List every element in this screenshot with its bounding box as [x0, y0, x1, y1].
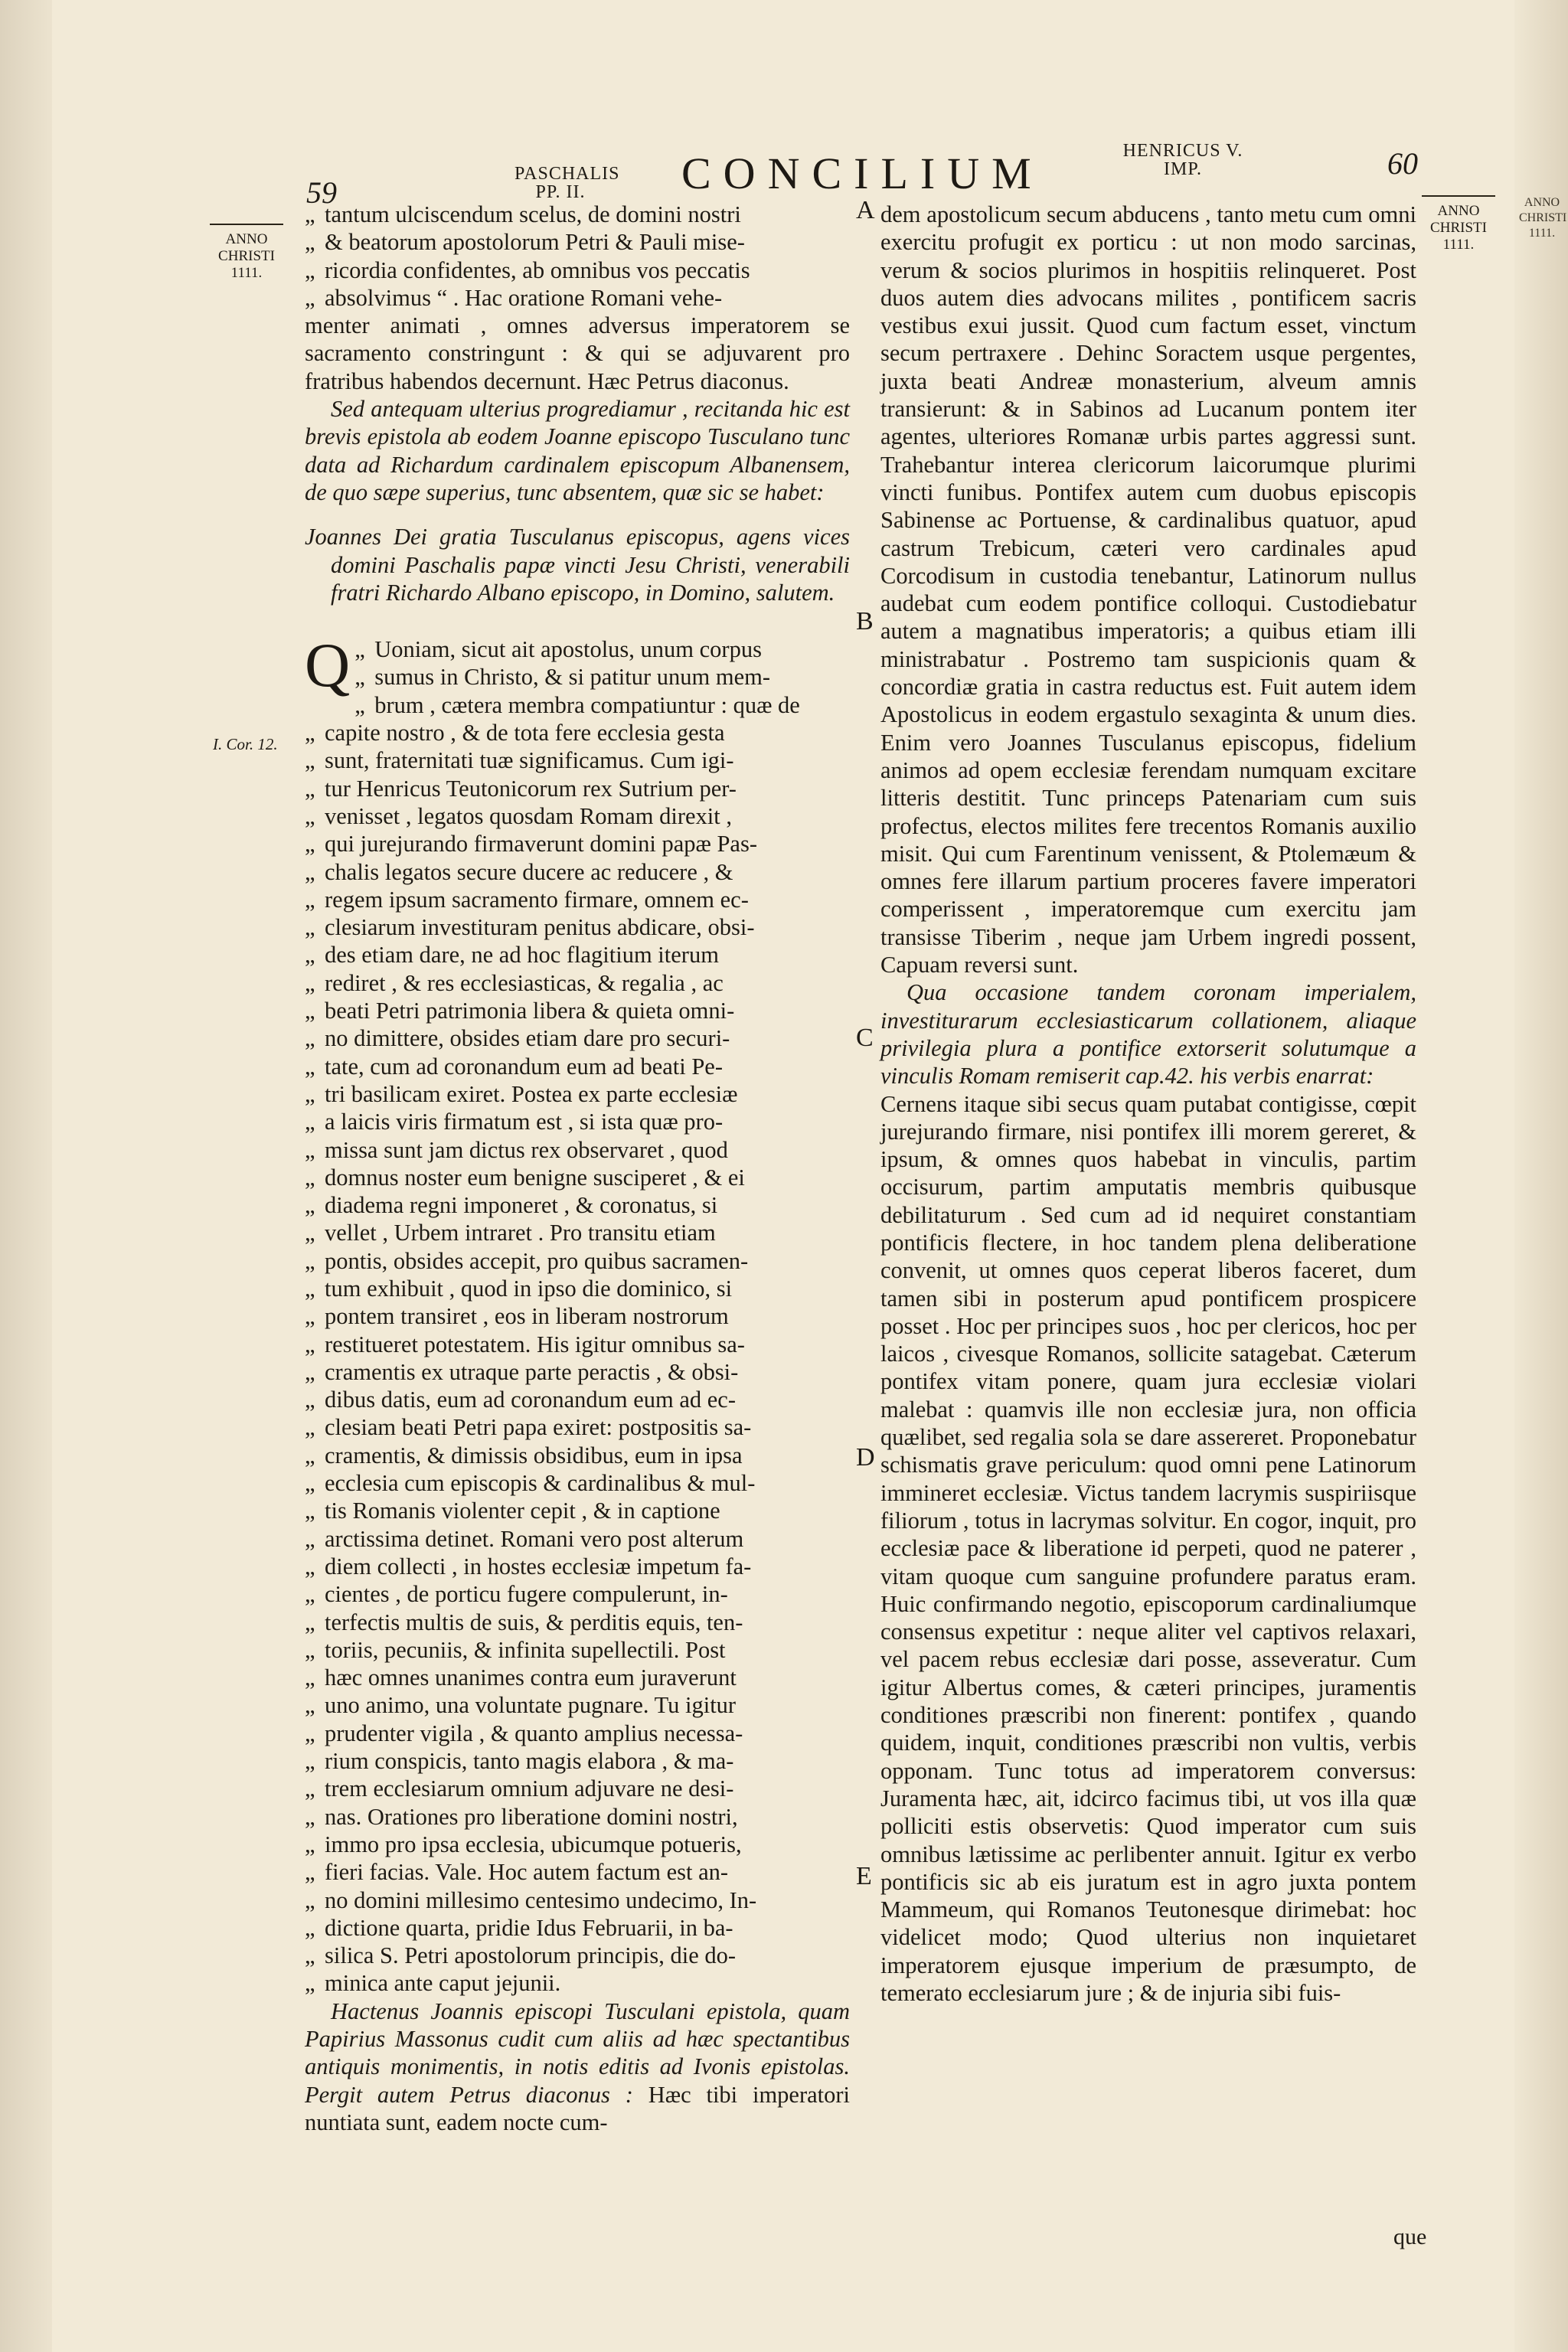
quoted-line: „ no domini millesimo centesimo undecimo, In-: [305, 1886, 850, 1914]
section-letter-c: C: [856, 1024, 874, 1052]
rule: [1422, 195, 1495, 197]
quoted-line: „ ricordia confidentes, ab omnibus vos peccatis: [305, 256, 850, 284]
quoted-line: „ trem ecclesiarum omnium adjuvare ne desi-: [305, 1775, 850, 1802]
quoted-line: „ brum , cætera membra compatiuntur : quæ de: [305, 691, 850, 719]
letter-salutation: Joannes Dei gratia Tusculanus episcopus, agens vices domini Paschalis papæ vincti Jesu Christi, venerabili fratri Richardo Albano episcopo, in Domino, salutem.: [305, 524, 850, 606]
anno-christi-note-left: [208, 224, 285, 282]
quoted-line: „ diem collecti , in hostes ecclesiæ impetum fa-: [305, 1553, 850, 1580]
editorial-paragraph: Sed antequam ulterius progrediamur , recitanda hic est brevis epistola ab eodem Joanne episcopo Tusculano tunc data ad Richardum cardinalem episcopum Albanensem, de quo sæpe superius, tunc absentem, quæ sic se habet:: [305, 396, 850, 505]
section-letter-d: D: [856, 1443, 875, 1472]
catchword: que: [1393, 2224, 1427, 2249]
quoted-line: „ restitueret potestatem. His igitur omnibus sa-: [305, 1331, 850, 1358]
section-letter-a: A: [856, 196, 875, 224]
quoted-line: „ tur Henricus Teutonicorum rex Sutrium per-: [305, 775, 850, 802]
quoted-line: „ terfectis multis de suis, & perditis equis, ten-: [305, 1609, 850, 1636]
quoted-line: „ chalis legatos secure ducere ac reducere , &: [305, 858, 850, 886]
quoted-line: „ des etiam dare, ne ad hoc flagitium iterum: [305, 941, 850, 969]
next-page-side-note: ANNO CHRISTI 1111.: [1519, 196, 1567, 240]
closing-italic: Hactenus Joannis episcopi Tusculani epistola, quam Papirius Massonus cudit cum aliis ad hæc spectantibus antiquis monimentis, in notis editis ad Ivonis epistolas. Pergit autem Petrus diaconus :: [305, 1998, 850, 2108]
quoted-line: „ silica S. Petri apostolorum principis, die do-: [305, 1942, 850, 1969]
quoted-line: „ & beatorum apostolorum Petri & Pauli mise-: [305, 228, 850, 256]
editorial-paragraph-right: Qua occasione tandem coronam imperialem, investiturarum ecclesiasticarum collationem, aliaque privilegia plura a pontifice extorserit solutumque a vinculis Romam remiserit cap.42. his verbis enarrat:: [880, 979, 1416, 1089]
letter-body: [305, 630, 850, 1998]
quoted-lines-intro: [305, 201, 850, 312]
quoted-line: „ pontis, obsides accepit, pro quibus sacramen-: [305, 1247, 850, 1275]
quoted-line: „ tri basilicam exiret. Postea ex parte ecclesiæ: [305, 1080, 850, 1108]
right-column: [880, 201, 1416, 2007]
quoted-line: „ absolvimus “ . Hac oratione Romani vehe-: [305, 284, 850, 312]
quoted-line: „ rediret , & res ecclesiasticas, & regalia , ac: [305, 969, 850, 997]
quoted-line: „ no dimittere, obsides etiam dare pro securi-: [305, 1024, 850, 1052]
running-head-right: HENRICUS V. IMP.: [1122, 141, 1243, 179]
next-page-edge: [1514, 0, 1568, 2352]
quoted-line: „ diadema regni imponeret , & coronatus, si: [305, 1191, 850, 1219]
quoted-line: „ capite nostro , & de tota fere ecclesia gesta: [305, 719, 850, 746]
quoted-line: „ minica ante caput jejunii.: [305, 1969, 850, 1997]
quoted-line: „ Uoniam, sicut ait apostolus, unum corpus: [305, 635, 850, 663]
quoted-line: „ cientes , de porticu fugere compulerunt, in-: [305, 1580, 850, 1608]
quoted-line: „ toriis, pecuniis, & infinita supellectili. Post: [305, 1636, 850, 1664]
quoted-line: „ immo pro ipsa ecclesia, ubicumque potueris,: [305, 1831, 850, 1858]
quoted-line: „ nas. Orationes pro liberatione domini nostri,: [305, 1803, 850, 1831]
quoted-line: „ pontem transiret , eos in liberam nostrorum: [305, 1302, 850, 1330]
quoted-line: „ clesiam beati Petri papa exiret: postpositis sa-: [305, 1413, 850, 1441]
quoted-line: „ cramentis, & dimissis obsidibus, eum in ipsa: [305, 1442, 850, 1469]
page-number-left: 59: [306, 175, 337, 210]
section-letter-b: B: [856, 607, 874, 635]
quoted-line: „ ecclesia cum episcopis & cardinalibus & mul-: [305, 1469, 850, 1497]
quoted-line: „ regem ipsum sacramento firmare, omnem ec-: [305, 886, 850, 913]
quoted-line: „ domnus noster eum benigne susciperet , & ei: [305, 1164, 850, 1191]
quoted-line: „ sunt, fraternitati tuæ significamus. Cum igi-: [305, 746, 850, 774]
quoted-line: „ clesiarum investituram penitus abdicare, obsi-: [305, 913, 850, 941]
quoted-line: „ arctissima detinet. Romani vero post alterum: [305, 1525, 850, 1553]
page-number-right: 60: [1387, 146, 1418, 181]
quoted-line: „ tum exhibuit , quod in ipso die dominico, si: [305, 1275, 850, 1302]
anno-christi-text-right: ANNO CHRISTI 1111.: [1430, 203, 1487, 253]
rule: [210, 224, 283, 225]
closing-paragraph: [305, 1998, 850, 2136]
page-title: CONCILIUM: [681, 149, 1044, 198]
left-column: [305, 201, 850, 2136]
quoted-line: „ hæc omnes unanimes contra eum juraverunt: [305, 1664, 850, 1691]
section-letter-e: E: [856, 1862, 872, 1890]
quoted-line: „ uno animo, una voluntate pugnare. Tu igitur: [305, 1691, 850, 1719]
quoted-line: „ qui jurejurando firmaverunt domini papæ Pas-: [305, 830, 850, 858]
quoted-line: „ fieri facias. Vale. Hoc autem factum est an-: [305, 1858, 850, 1886]
drop-cap: Q: [305, 630, 351, 701]
quoted-line: „ prudenter vigila , & quanto amplius necessa-: [305, 1720, 850, 1747]
quoted-line: „ vellet , Urbem intraret . Pro transitu etiam: [305, 1219, 850, 1246]
anno-christi-text-left: ANNO CHRISTI 1111.: [218, 231, 275, 281]
anno-christi-note-right: [1420, 195, 1497, 253]
quoted-line: „ venisset , legatos quosdam Romam direxit ,: [305, 802, 850, 830]
quoted-line: „ tate, cum ad coronandum eum ad beati Pe-: [305, 1053, 850, 1080]
paragraph: [305, 312, 850, 395]
running-head-left: PASCHALIS PP. II.: [514, 164, 620, 202]
quoted-line: „ sumus in Christo, & si patitur unum mem-: [305, 663, 850, 691]
narrative-paragraph-1: dem apostolicum secum abducens , tanto metu cum omni exercitu profugit ex porticu : ut non modo sarcinas, verum & socios plurimos in hospitiis relinqueret. Post duos autem dies advocans milites , pontificem sacris vestibus exui jussit. Quod cum factum esset, vinctum secum pertraxere . Dehinc Soractem usque pergentes, juxta beati Andreæ monasterium, alveum amnis transierunt: & in Sabinos ad Lucanum pontem iter agentes, ulteriores Romanæ urbis partes aggressi sunt. Trahebantur interea clericorum laicorumque plurimi vincti funibus. Pontifex autem cum duobus episcopis Sabinense ac Portuense, & cardinalibus quatuor, apud castrum Trebicum, cæteri vero cardinales apud Corcodisum in custodia tenebantur, Latinorum nullus audebat cum eodem pontifice colloqui. Custodiebatur autem a magnatibus imperatoris; a quibus etiam illi ministrabatur . Postremo tam suspicionis quam & concordiæ gratia in castra reductus est. Fuit autem idem Apostolicus in eodem ergastulo sexaginta & unum dies. Enim vero Joannes Tusculanus episcopus, fidelium animos ad opem ecclesiæ ferendam numquam excitare litteris destitit. Tunc princeps Patenariam cum suis profectus, electos milites fere trecentos Romanis auxilio misit. Qui cum Farentinum venissent, & Ptolemæum & omnes fere illarum partium proceres favere imperatori comperissent , imperatoremque cum exercitu jam transisse Tiberim , neque jam Urbem ingredi possent, Capuam reversi sunt.: [880, 201, 1416, 978]
quoted-line: „ missa sunt jam dictus rex observaret , quod: [305, 1136, 850, 1164]
quoted-line: „ beati Petri patrimonia libera & quieta omni-: [305, 997, 850, 1024]
quoted-line: „ tantum ulciscendum scelus, de domini nostri: [305, 201, 850, 228]
page-gutter: [0, 0, 52, 2352]
quoted-line: „ cramentis ex utraque parte peractis , & obsi-: [305, 1358, 850, 1386]
quoted-line: „ dibus datis, eum ad coronandum eum ad ec-: [305, 1386, 850, 1413]
closing-roman: Hæc tibi imperatori nuntiata sunt, eadem nocte cum-: [305, 2081, 851, 2135]
narrative-paragraph-2: Cernens itaque sibi secus quam putabat contigisse, cœpit jurejurando firmare, nisi pontifex illi morem gereret, & ipsum, & omnes quos habebat in vinculis, partim occisurum, partim amputatis membris quibusque debilitaturum . Sed cum ad id nequiret constantiam pontificis flectere, in hoc tandem plena deliberatione convenit, ut omnes quos ceperat liberos faceret, dum tamen sibi in posterum apud pontificem prospicere posset . Hoc per principes suos , hoc per clericos, hoc per laicos , civesque Romanos, sollicite satagebat. Cæterum pontifex vitam ponere, quam jura ecclesiæ violari malebat : quamvis ille non ecclesiæ jura, non officia quælibet, sed regalia sola se dare assereret. Proponebatur schismatis grave periculum: quod omni pene Latinorum immineret ecclesiæ. Victus tandem lacrymis suspiriisque filiorum , totus in lacrymas solvitur. En cogor, inquit, pro ecclesiæ pace & liberatione id perpeti, quod ne paterer , vitam quoque cum sanguine profundere paratus eram. Huic confirmando negotio, episcoporum cardinaliumque consensus expetitur : neque aliter vel captivos relaxari, vel pacem rebus ecclesiæ dari posse, asseveratur. Cum igitur Albertus comes, & cæteri principes, juramentis conditiones præscribi non finerent: pontifex , quando quidem, inquit, conditiones præscribi non vultis, verbis opponam. Tunc totus ad imperatorem conversus: Juramenta hæc, ait, idcirco facimus tibi, ut vos illa quæ polliciti estis observetis: Quod imperator cum suis omnibus lætissime ac perlibenter annuit. Igitur ex verbo pontificis sic ab eis juratum est in agro juxta pontem Mammeum, qui Romanos Teutonesque dirimebat: hoc videlicet modo; Quod ulterius non inquietaret imperatorem ejusque imperium de præsumpto, de temerato ecclesiarum jure ; & de injuria sibi fuis-: [880, 1090, 1416, 2006]
quoted-line: „ dictione quarta, pridie Idus Februarii, in ba-: [305, 1914, 850, 1942]
paragraph-text: menter animati , omnes adversus imperatorem se sacramento constringunt : & qui se adjuvarent pro fratribus habendos decernunt. Hæc Petrus diaconus.: [305, 312, 850, 394]
quoted-line: „ rium conspicis, tanto magis elabora , & ma-: [305, 1747, 850, 1775]
quoted-line: „ a laicis viris firmatum est , si ista quæ pro-: [305, 1108, 850, 1135]
scripture-reference: I. Cor. 12.: [213, 735, 278, 753]
quoted-line: „ tis Romanis violenter cepit , & in captione: [305, 1497, 850, 1524]
